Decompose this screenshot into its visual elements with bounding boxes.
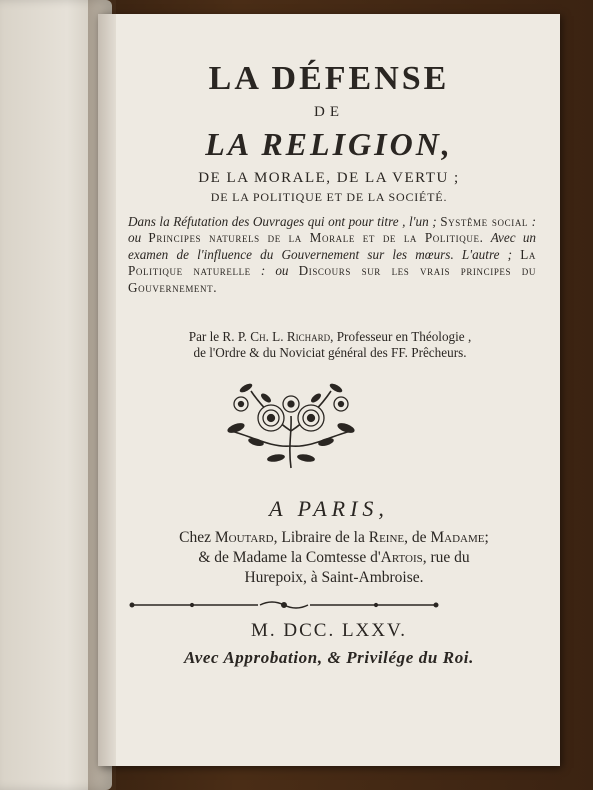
desc-part-7: : ou [260,263,289,279]
author-prefix: Par le R. P. [188,329,247,344]
author-block [124,329,536,361]
book-gutter [88,0,116,790]
subtitle-line-2: DE LA POLITIQUE ET DE LA SOCIÉTÉ. [210,190,448,204]
imprint-text-6: Hurepoix, à Saint-Ambroise. [244,569,424,586]
floral-ornament-icon [216,376,366,471]
desc-part-8: Discours sur les vrais principes du Gouvernement. [128,263,537,295]
imprint-block [112,528,556,588]
approbation-line: Avec Approbation, & Privilége du Roi. [184,648,474,667]
title-line-1: LA DÉFENSE [208,60,450,97]
desc-part-4: Principes naturels de la Morale et de la Politique. [148,230,484,246]
author-name: Ch. L. Richard [250,329,331,344]
publisher-name: Moutard [214,529,274,546]
subtitle-line-1: DE LA MORALE, DE LA VERTU ; [198,170,460,186]
decorative-rule-icon [128,599,440,611]
desc-part-5: Avec un examen de l'influence du Gouvernement sur les mœurs. L'autre ; [128,230,537,262]
title-line-2: DE [314,104,344,120]
title-line-3: LA RELIGION, [205,126,453,162]
desc-part-3: : ou [128,214,537,246]
author-role: , Professeur en Théologie , [330,329,472,344]
imprint-text-3: ; [484,529,489,546]
imprint-city: A PARIS, [269,496,389,521]
description [128,214,536,296]
author-line-2: de l'Ordre & du Noviciat général des FF. Prêcheurs. [193,345,467,360]
title-page [98,14,560,766]
publication-date: M. DCC. LXXV. [250,620,408,641]
imprint-text-2: , de [404,529,427,546]
imprint-artois: Artois [380,549,423,566]
imprint-text-1: , Libraire de la [273,529,365,546]
desc-part-2: Systême social [440,214,529,229]
imprint-reine: Reine [368,529,405,546]
desc-part-6: La Politique naturelle [128,246,536,279]
desc-part-1: Dans la Réfutation des Ouvrages qui ont pour titre , l'un ; [128,214,437,229]
imprint-madame: Madame [430,529,485,546]
imprint-text-4: & de Madame la Comtesse d' [198,549,381,566]
imprint-chez: Chez [179,529,212,546]
imprint-text-5: , rue du [422,549,470,566]
